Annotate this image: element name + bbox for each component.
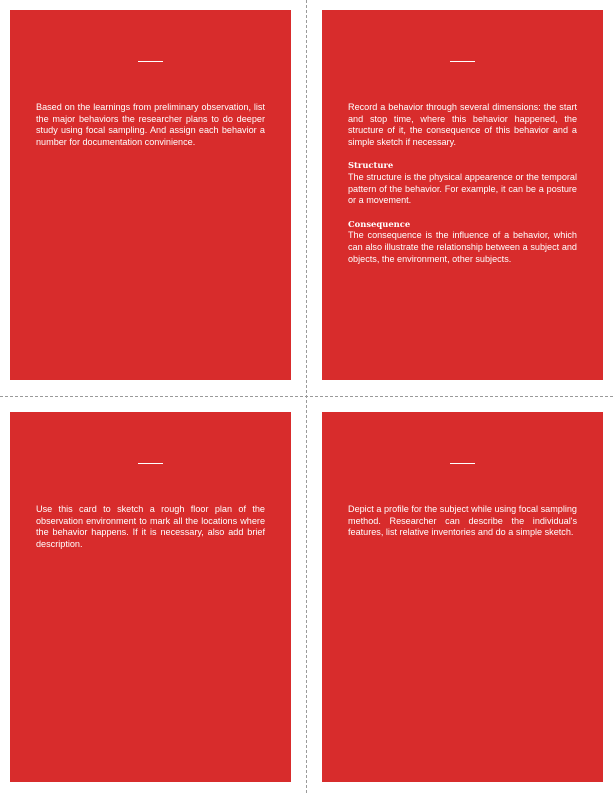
card-rule: [138, 463, 163, 464]
card-rule: [450, 61, 475, 62]
card-behavior-list: [10, 10, 291, 380]
section-text: The consequence is the influence of a behavior, which can also illustrate the relationship between a subject and objects, the environment, other subjects.: [348, 230, 577, 264]
card-text: Depict a profile for the subject while using focal sampling method. Researcher can describe the individual's features, list relative inventories and do a simple sketch.: [348, 504, 577, 538]
section-text: The structure is the physical appearence or the temporal pattern of the behavior. For example, it can be a posture or a movement.: [348, 171, 577, 206]
card-body: [348, 102, 577, 265]
card-behavior-record: [322, 10, 603, 380]
card-text: Based on the learnings from preliminary observation, list the major behaviors the researcher plans to do deeper study using focal sampling. And assign each behavior a number for documentation convinience.: [36, 102, 265, 147]
card-body: [348, 504, 577, 539]
card-floor-plan: [10, 412, 291, 782]
card-text: Record a behavior through several dimensions: the start and stop time, where this behavior happened, the structure of it, the consequence of this behavior and a simple sketch if necessary.: [348, 102, 577, 147]
section-heading: Structure: [348, 160, 394, 171]
structure-section: [348, 160, 577, 206]
card-body: [36, 102, 265, 148]
card-rule: [138, 61, 163, 62]
card-rule: [450, 463, 475, 464]
card-body: [36, 504, 265, 550]
card-text: Use this card to sketch a rough floor plan of the observation environment to mark all the locations where the behavior happens. If it is necessary, also add brief description.: [36, 504, 265, 549]
section-heading: Consequence: [348, 218, 411, 229]
card-subject-profile: [322, 412, 603, 782]
horizontal-cut-line: [0, 396, 613, 397]
consequence-section: [348, 219, 577, 265]
